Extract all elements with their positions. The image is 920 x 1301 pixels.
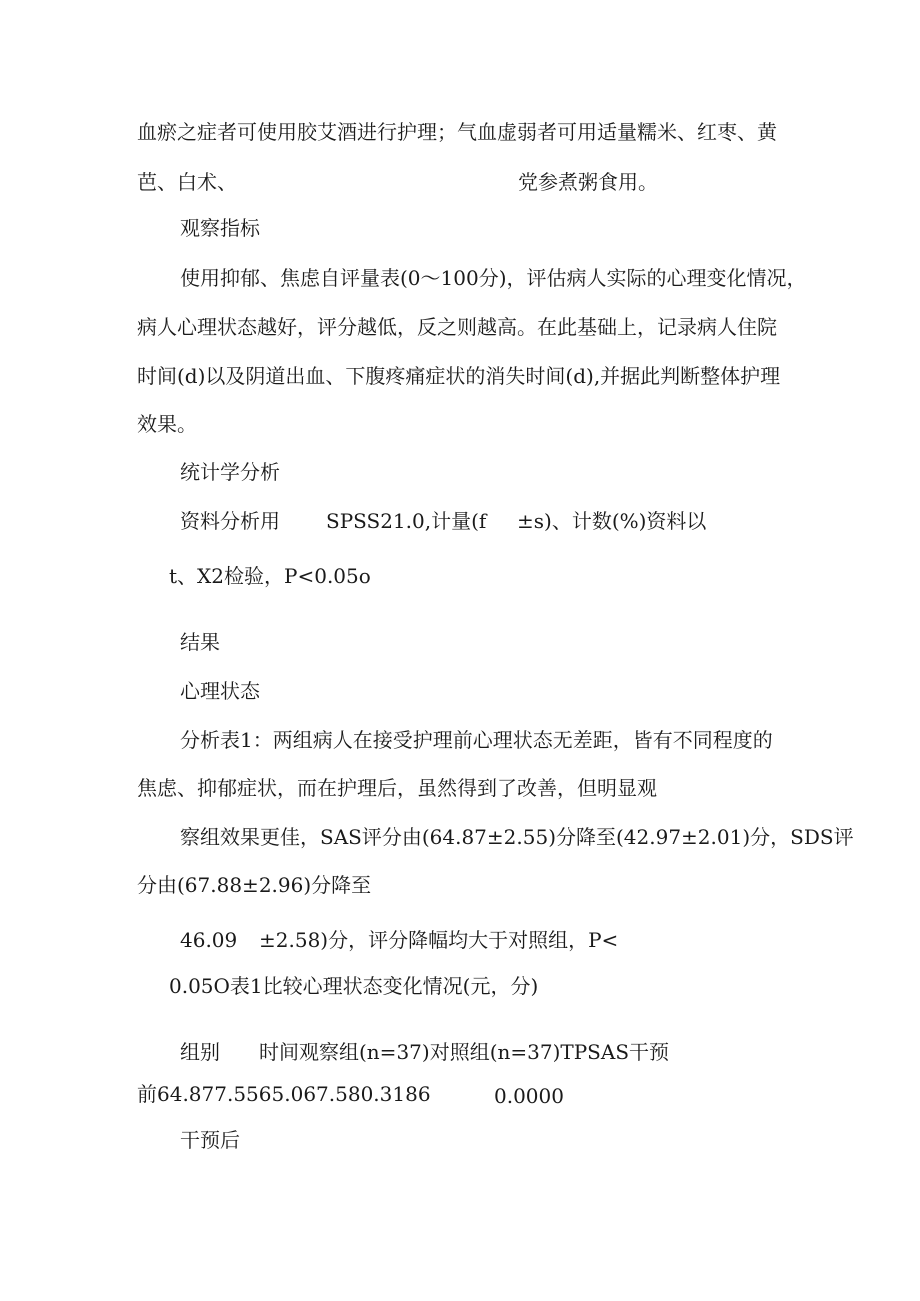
paragraph-line: 芭、白术、 <box>137 170 237 194</box>
paragraph-line: ±s)、计数(%)资料以 <box>517 509 707 533</box>
section-heading: 结果 <box>180 630 220 654</box>
table-header-row: 时间观察组(n=37)对照组(n=37)TPSAS干预 <box>259 1040 670 1064</box>
paragraph-line: ±2.58)分，评分降幅均大于对照组，P< <box>259 928 619 952</box>
paragraph-line: SPSS21.0,计量(f <box>326 509 487 533</box>
section-heading: 统计学分析 <box>180 460 280 484</box>
section-heading: 观察指标 <box>180 216 260 240</box>
paragraph-line: 焦虑、抑郁症状，而在护理后，虽然得到了改善，但明显观 <box>137 776 657 800</box>
paragraph-line: 病人心理状态越好，评分越低，反之则越高。在此基础上，记录病人住院 <box>137 315 777 339</box>
paragraph-line: 使用抑郁、焦虑自评量表(0～100分)，评估病人实际的心理变化情况， <box>180 266 807 290</box>
paragraph-line: 46.09 <box>180 928 238 952</box>
table-cell: 0.0000 <box>494 1084 564 1108</box>
section-heading: 心理状态 <box>180 679 260 703</box>
table-row-label: 干预后 <box>180 1128 240 1152</box>
paragraph-line: 党参煮粥食用。 <box>518 170 658 194</box>
paragraph-line: 资料分析用 <box>180 509 280 533</box>
table-caption: 0.05O表1比较心理状态变化情况(元，分) <box>169 974 539 998</box>
paragraph-line: 效果。 <box>137 412 197 436</box>
table-header-cell: 组别 <box>180 1040 220 1064</box>
paragraph-line: 时间(d)以及阴道出血、下腹疼痛症状的消失时间(d),并据此判断整体护理 <box>137 364 781 388</box>
paragraph-line: 血瘀之症者可使用胶艾酒进行护理；气血虚弱者可用适量糯米、红枣、黄 <box>137 120 777 144</box>
paragraph-line: 分析表1：两组病人在接受护理前心理状态无差距，皆有不同程度的 <box>180 728 773 752</box>
paragraph-line: t、X2检验，P<0.05o <box>169 564 371 588</box>
table-row: 前64.877.5565.067.580.3186 <box>137 1082 431 1106</box>
paragraph-line: 察组效果更佳，SAS评分由(64.87±2.55)分降至(42.97±2.01)分，SDS评 <box>180 825 854 849</box>
paragraph-line: 分由(67.88±2.96)分降至 <box>137 873 372 897</box>
